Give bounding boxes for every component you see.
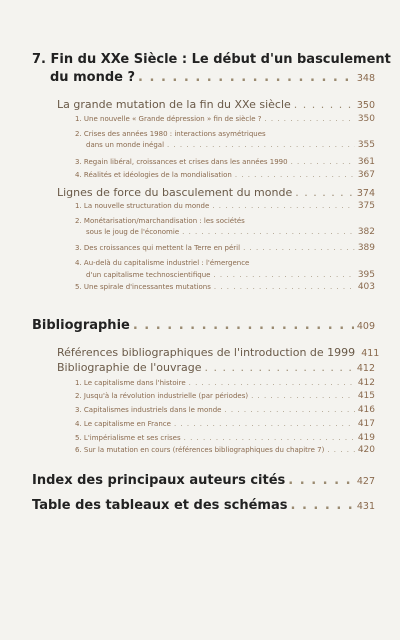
page-number: 409 <box>356 321 375 332</box>
toc-entry-bibliographie[interactable] <box>32 318 375 333</box>
item-title: Le capitalisme dans l'histoire <box>83 379 186 387</box>
toc-entry-subsection[interactable] <box>75 157 375 167</box>
leader-dots <box>205 361 354 374</box>
toc-entry-subsection[interactable] <box>75 433 375 443</box>
item-title-line2: dans un monde inégal <box>86 141 165 149</box>
item-number: 2. <box>75 130 82 138</box>
page-number: 361 <box>357 157 375 167</box>
toc-entry-tables[interactable] <box>32 498 375 513</box>
page-number: 355 <box>357 140 375 150</box>
item-number: 5. <box>75 434 82 442</box>
leader-dots <box>235 171 355 179</box>
toc-entry-subsection[interactable] <box>75 378 375 388</box>
item-number: 3. <box>75 244 82 252</box>
item-number: 6. <box>75 446 82 454</box>
item-number: 4. <box>75 259 82 267</box>
leader-dots <box>295 186 354 199</box>
leader-dots <box>189 379 355 387</box>
item-number: 1. <box>75 115 82 123</box>
leader-dots <box>291 158 355 166</box>
page-number: 350 <box>357 114 375 124</box>
item-title: Une nouvelle « Grande dépression » fin de siècle ? <box>83 115 262 123</box>
toc-entry-section1[interactable] <box>57 98 375 111</box>
page-number: 374 <box>356 188 375 199</box>
item-title: L'impérialisme et ses crises <box>83 434 181 442</box>
toc-entry-subsection[interactable] <box>75 170 375 180</box>
page-number: 395 <box>357 270 375 280</box>
toc-entry-chapter7[interactable] <box>50 70 375 85</box>
section-title: La grande mutation de la fin du XXe siècle <box>57 98 291 111</box>
chapter-title-line2: du monde ? <box>50 70 136 85</box>
toc-entry-ouvrage[interactable] <box>57 361 375 374</box>
toc-entry-subsection[interactable] <box>86 227 375 237</box>
page-number: 348 <box>356 73 375 84</box>
page-number: 412 <box>356 363 375 374</box>
item-title: Des croissances qui mettent la Terre en péril <box>83 244 241 252</box>
item-title: Réalités et idéologies de la mondialisation <box>83 171 232 179</box>
page-number: 420 <box>357 445 375 455</box>
item-title: La nouvelle structuration du monde <box>83 202 210 210</box>
item-title: Monétarisation/marchandisation : les sociétés <box>83 217 245 225</box>
chapter-title: Fin du XXe Siècle : Le début d'un basculement <box>50 52 391 67</box>
toc-entry-subsection[interactable] <box>75 391 375 401</box>
leader-dots <box>167 141 355 149</box>
toc-entry-ref-intro[interactable] <box>57 346 380 359</box>
toc-entry-subsection[interactable] <box>75 445 375 455</box>
page-number: 419 <box>357 433 375 443</box>
page-number: 415 <box>357 391 375 401</box>
toc-entry-subsection[interactable] <box>75 114 375 124</box>
leader-dots <box>184 434 355 442</box>
item-title: Une spirale d'incessantes mutations <box>83 283 211 291</box>
toc-entry-subsection[interactable] <box>75 282 375 292</box>
page-number: 389 <box>357 243 375 253</box>
item-title-line2: d'un capitalisme technoscientifique <box>86 271 211 279</box>
page-number: 382 <box>357 227 375 237</box>
leader-dots <box>288 473 354 488</box>
toc-entry-index[interactable] <box>32 473 375 488</box>
toc-entry-subsection[interactable] <box>75 405 375 415</box>
item-number: 4. <box>75 171 82 179</box>
leader-dots <box>224 406 354 414</box>
item-number: 1. <box>75 379 82 387</box>
page-number: 375 <box>357 201 375 211</box>
item-number: 2. <box>75 392 82 400</box>
item-title: Crises des années 1980 : interactions asymétriques <box>83 130 266 138</box>
item-title-line1 <box>75 259 249 267</box>
item-number: 5. <box>75 283 82 291</box>
leader-dots <box>251 392 355 400</box>
item-title-line2: sous le joug de l'économie <box>86 228 180 236</box>
section-title: Bibliographie de l'ouvrage <box>57 361 202 374</box>
item-number: 2. <box>75 217 82 225</box>
item-title: Le capitalisme en France <box>83 420 171 428</box>
leader-dots <box>182 228 355 236</box>
leader-dots <box>264 115 354 123</box>
item-title: Jusqu'à la révolution industrielle (par périodes) <box>83 392 249 400</box>
toc-entry-subsection[interactable] <box>75 243 375 253</box>
page-number: 416 <box>357 405 375 415</box>
leader-dots <box>214 283 355 291</box>
page-number: 411 <box>361 348 380 359</box>
item-title-line1 <box>75 130 266 138</box>
leader-dots <box>133 318 354 333</box>
leader-dots <box>290 498 353 513</box>
item-title: Capitalismes industriels dans le monde <box>83 406 222 414</box>
item-number: 4. <box>75 420 82 428</box>
page-number: 403 <box>357 282 375 292</box>
item-number: 3. <box>75 406 82 414</box>
tables-title: Table des tableaux et des schémas <box>32 498 288 513</box>
leader-dots <box>294 98 354 111</box>
item-title: Au-delà du capitalisme industriel : l'émergence <box>83 259 250 267</box>
leader-dots <box>212 202 355 210</box>
toc-entry-section2[interactable] <box>57 186 375 199</box>
chapter-heading-line1 <box>32 52 391 67</box>
page-number: 350 <box>356 100 375 111</box>
chapter-number: 7. <box>32 52 46 67</box>
section-title: Références bibliographiques de l'introduction de 1999 <box>57 346 356 359</box>
item-title: Regain libéral, croissances et crises dans les années 1990 <box>83 158 288 166</box>
bibliographie-title: Bibliographie <box>32 318 130 333</box>
leader-dots <box>327 446 354 454</box>
page-number: 367 <box>357 170 375 180</box>
leader-dots <box>174 420 355 428</box>
leader-dots <box>213 271 354 279</box>
toc-entry-subsection[interactable] <box>86 270 375 280</box>
toc-entry-subsection[interactable] <box>75 201 375 211</box>
item-title: Sur la mutation en cours (références bibliographiques du chapitre 7) <box>83 446 325 454</box>
toc-entry-subsection[interactable] <box>86 140 375 150</box>
item-number: 1. <box>75 202 82 210</box>
leader-dots <box>243 244 355 252</box>
section-title: Lignes de force du basculement du monde <box>57 186 293 199</box>
leader-dots <box>138 70 354 85</box>
page-number: 431 <box>356 501 375 512</box>
page-number: 417 <box>357 419 375 429</box>
item-number: 3. <box>75 158 82 166</box>
page-number: 412 <box>357 378 375 388</box>
item-title-line1 <box>75 217 245 225</box>
index-title: Index des principaux auteurs cités <box>32 473 286 488</box>
toc-entry-subsection[interactable] <box>75 419 375 429</box>
page-number: 427 <box>356 476 375 487</box>
